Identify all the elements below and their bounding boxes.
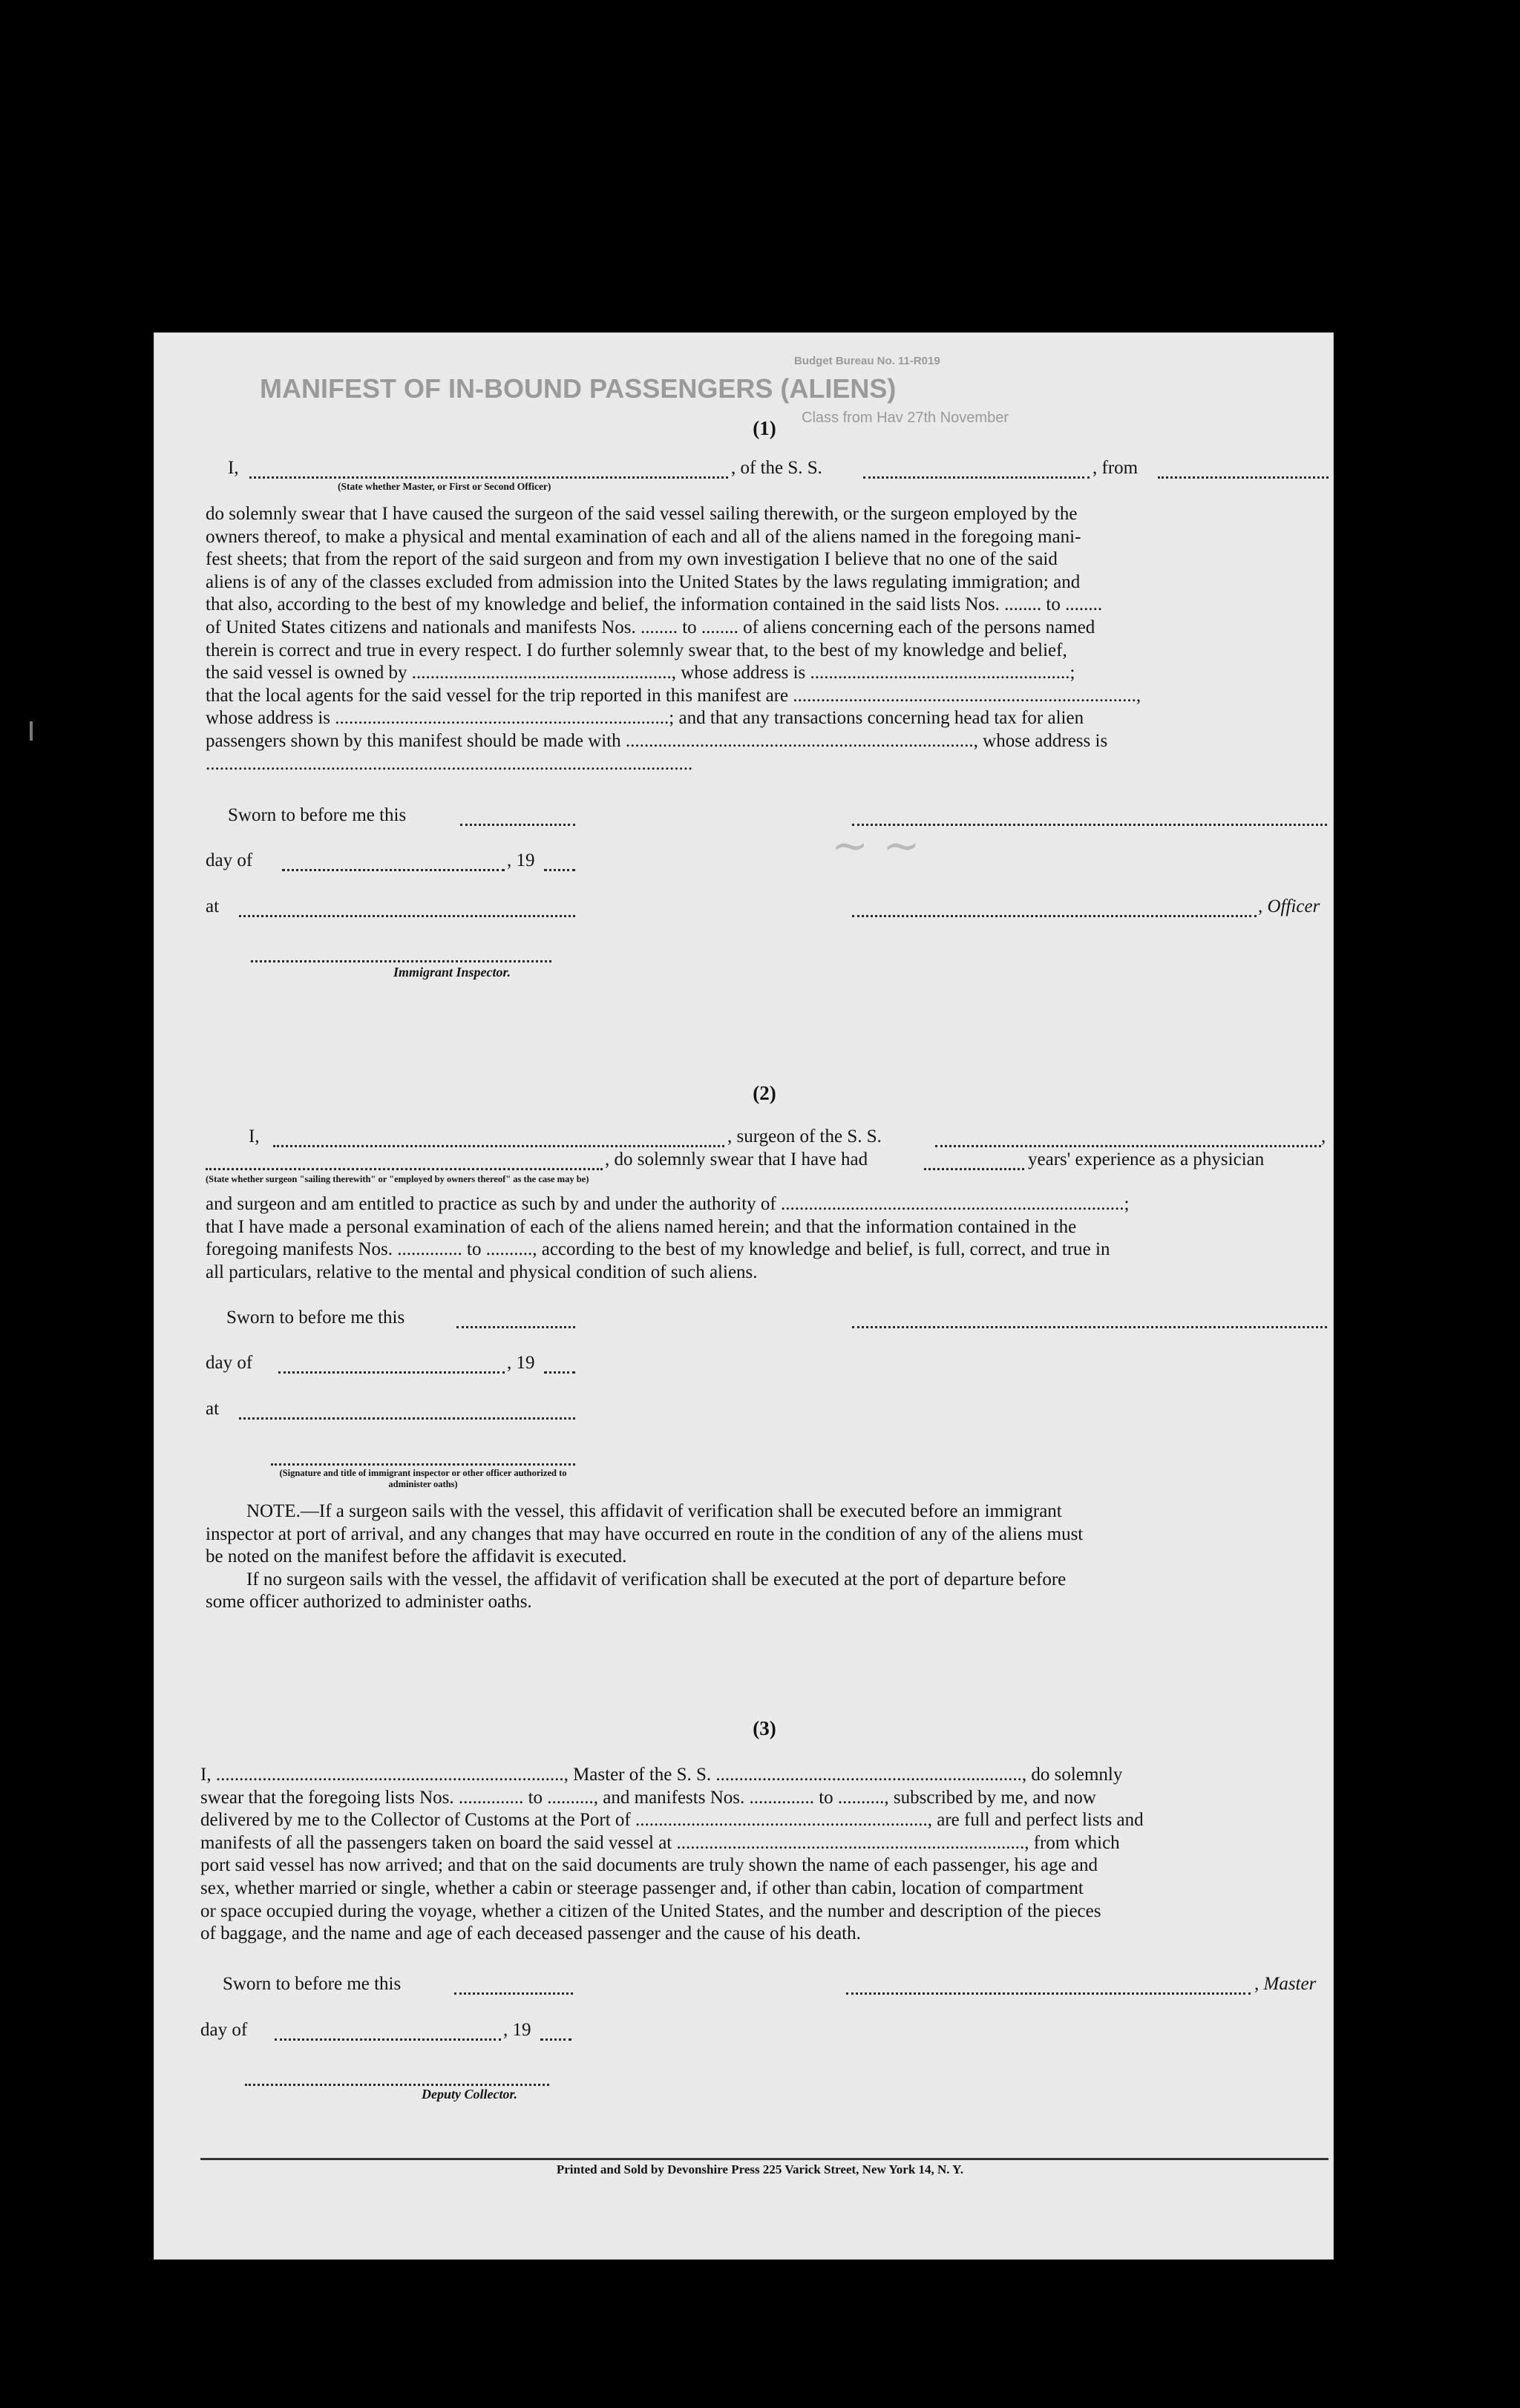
oath-line: do solemnly swear that I have caused the surgeon of the said vessel sailing therewith, or the surgeon employed by the bbox=[206, 504, 1078, 524]
oath-line: ......................................................................................................... bbox=[206, 753, 693, 774]
sworn-label: Sworn to before me this bbox=[228, 805, 407, 825]
oath-line: of United States citizens and nationals and manifests Nos. ........ to ........ of aliens concerning each of the persons named bbox=[206, 617, 1095, 637]
oath-line: manifests of all the passengers taken on board the said vessel at ..........................................................................., from which bbox=[200, 1832, 1120, 1853]
oath-line: that also, according to the best of my knowledge and belief, the information contained in the said lists Nos. ........ to ........ bbox=[206, 594, 1103, 615]
from-label: , from bbox=[1092, 458, 1139, 478]
binder-hole bbox=[1405, 991, 1452, 1039]
officer-name-blank bbox=[249, 476, 728, 479]
year-blank bbox=[544, 869, 575, 871]
master-label: , Master bbox=[1254, 1974, 1317, 1994]
oath-line: port said vessel has now arrived; and that on the said documents are truly shown the name of each passenger, his age and bbox=[200, 1855, 1098, 1876]
years-experience-label: years' experience as a physician bbox=[1028, 1149, 1265, 1169]
year-label: , 19 bbox=[507, 1353, 535, 1373]
surgeon-of-ss-label: , surgeon of the S. S. bbox=[727, 1126, 882, 1146]
do-solemnly-swear-label: , do solemnly swear that I have had bbox=[605, 1149, 868, 1169]
binder-hole bbox=[1405, 1677, 1452, 1725]
bleed-through-handwriting: ~ ~ bbox=[831, 820, 920, 872]
deputy-collector-label: Deputy Collector. bbox=[422, 2087, 517, 2102]
section-1-label: (1) bbox=[753, 417, 776, 439]
binder-hole bbox=[1405, 493, 1452, 541]
oath-line: the said vessel is owned by ........................................................, whose address is ........................................................; bbox=[206, 663, 1075, 683]
note-line: some officer authorized to administer oaths. bbox=[206, 1592, 532, 1613]
of-the-ss-label: , of the S. S. bbox=[731, 458, 822, 478]
oath-line: sex, whether married or single, whether a cabin or steerage passenger and, if other than cabin, location of compartment bbox=[200, 1877, 1084, 1898]
bleed-through-form-number: Budget Bureau No. 11-R019 bbox=[794, 355, 940, 367]
sworn-date-blank bbox=[454, 1992, 573, 1995]
oath-line: therein is correct and true in every respect. I do further solemnly swear that, to the best of my knowledge and belief, bbox=[206, 640, 1067, 660]
film-edge-mark bbox=[30, 721, 33, 741]
note-line: inspector at port of arrival, and any changes that may have occurred en route in the condition of any of the aliens must bbox=[206, 1523, 1084, 1544]
oath-line: or space occupied during the voyage, whether a citizen of the United States, and the number and description of the pieces bbox=[200, 1900, 1101, 1921]
oath-line: whose address is ........................................................................; and that any transactions concerning head tax for alien bbox=[206, 708, 1084, 729]
month-blank bbox=[278, 1371, 505, 1374]
oath-line: aliens is of any of the classes excluded from admission into the United States by the laws regulating immigration; and bbox=[206, 571, 1081, 592]
oath-line: owners thereof, to make a physical and mental examination of each and all of the aliens named in the foregoing mani- bbox=[206, 526, 1081, 547]
inspector-signature-blank bbox=[271, 1463, 575, 1466]
note-line: If no surgeon sails with the vessel, the affidavit of verification shall be executed at the port of departure before bbox=[246, 1569, 1067, 1590]
footer-rule bbox=[200, 2158, 1329, 2160]
from-port-blank bbox=[1158, 476, 1329, 479]
sworn-date-blank bbox=[456, 1326, 575, 1328]
note-line: be noted on the manifest before the affidavit is executed. bbox=[206, 1546, 627, 1567]
section-3-label: (3) bbox=[753, 1717, 776, 1739]
years-blank bbox=[924, 1168, 1024, 1170]
at-label: at bbox=[206, 1399, 220, 1419]
oath-line: and surgeon and am entitled to practice as such by and under the authority of ..........................................................................; bbox=[206, 1194, 1130, 1214]
officer-title-blank bbox=[852, 915, 1257, 917]
place-blank bbox=[239, 915, 575, 917]
oath-line: all particulars, relative to the mental and physical condition of such aliens. bbox=[206, 1262, 758, 1282]
day-of-label: day of bbox=[206, 1353, 253, 1373]
sworn-label: Sworn to before me this bbox=[226, 1308, 405, 1328]
oath-line: that the local agents for the said vessel for the trip reported in this manifest are .........................................................................., bbox=[206, 685, 1141, 706]
oath-line: swear that the foregoing lists Nos. .............. to .........., and manifests Nos. .............. to .........., subscribed by me, and now bbox=[200, 1787, 1096, 1808]
comma: , bbox=[1321, 1126, 1326, 1146]
section-2-label: (2) bbox=[753, 1082, 776, 1104]
year-blank bbox=[544, 1371, 575, 1374]
year-label: , 19 bbox=[507, 850, 535, 870]
year-blank bbox=[540, 2038, 571, 2041]
section-2-oath-text bbox=[206, 1193, 1329, 1284]
oath-line: I, ..........................................................................., Master of the S. S. .................................................................., do solemnly bbox=[200, 1765, 1123, 1785]
oath-line: that I have made a personal examination of each of the aliens named herein; and that the information contained in the bbox=[206, 1216, 1077, 1237]
master-signature-blank bbox=[846, 1992, 1251, 1995]
at-label: at bbox=[206, 896, 220, 916]
officer-signature-blank bbox=[852, 824, 1327, 826]
inspector-signature-blank bbox=[251, 960, 551, 962]
day-of-label: day of bbox=[206, 850, 253, 870]
bleed-through-title: MANIFEST OF IN-BOUND PASSENGERS (ALIENS) bbox=[260, 373, 897, 404]
sworn-date-blank bbox=[460, 824, 575, 826]
immigrant-inspector-label: Immigrant Inspector. bbox=[393, 965, 511, 980]
month-blank bbox=[282, 869, 505, 871]
note-line: NOTE.—If a surgeon sails with the vessel, this affidavit of verification shall be executed before an immigrant bbox=[246, 1501, 1062, 1521]
section-1-oath-text bbox=[206, 503, 1329, 775]
binder-hole bbox=[1405, 371, 1452, 419]
binder-hole bbox=[1405, 1328, 1452, 1376]
surgeon-status-caption: (State whether surgeon "sailing therewith" or "employed by owners thereof" as the case may be) bbox=[206, 1174, 589, 1184]
surgeon-vessel-blank bbox=[935, 1145, 1321, 1147]
day-of-label: day of bbox=[200, 2020, 248, 2040]
deputy-collector-signature-blank bbox=[245, 2084, 549, 2086]
binder-hole bbox=[1405, 867, 1452, 914]
officer-rank-caption: (State whether Master, or First or Second Officer) bbox=[338, 481, 551, 492]
place-blank bbox=[239, 1417, 575, 1420]
surgeon-name-blank bbox=[273, 1145, 724, 1147]
officer-label: , Officer bbox=[1258, 896, 1320, 916]
bleed-through-line: Class from Hav 27th November bbox=[802, 410, 1009, 426]
oath-line: fest sheets; that from the report of the said surgeon and from my own investigation I believe that no one of the said bbox=[206, 549, 1058, 570]
section-2-note bbox=[206, 1500, 1329, 1614]
signature-caption: (Signature and title of immigrant inspector or other officer authorized to administer oaths) bbox=[279, 1468, 567, 1489]
oath-line: delivered by me to the Collector of Customs at the Port of ..............................................................., are full and perfect lists and bbox=[200, 1810, 1144, 1831]
section-3-oath-text bbox=[200, 1764, 1329, 1946]
month-blank bbox=[275, 2038, 501, 2041]
vessel-name-blank bbox=[863, 476, 1090, 479]
year-label: , 19 bbox=[503, 2020, 531, 2040]
printer-imprint: Printed and Sold by Devonshire Press 225 Varick Street, New York 14, N. Y. bbox=[556, 2162, 964, 2176]
section-2-i: I, bbox=[249, 1126, 260, 1146]
oath-line: foregoing manifests Nos. .............. to .........., according to the best of my knowledge and belief, is full, correct, and true in bbox=[206, 1239, 1110, 1260]
oath-line: of baggage, and the name and age of each deceased passenger and the cause of his death. bbox=[200, 1923, 861, 1944]
sworn-label: Sworn to before me this bbox=[223, 1974, 402, 1994]
surgeon-status-blank bbox=[206, 1168, 603, 1170]
oath-line: passengers shown by this manifest should be made with ..........................................................................., whose address is bbox=[206, 730, 1108, 751]
surgeon-signature-blank bbox=[852, 1326, 1327, 1328]
section-1-i: I, bbox=[228, 458, 239, 478]
